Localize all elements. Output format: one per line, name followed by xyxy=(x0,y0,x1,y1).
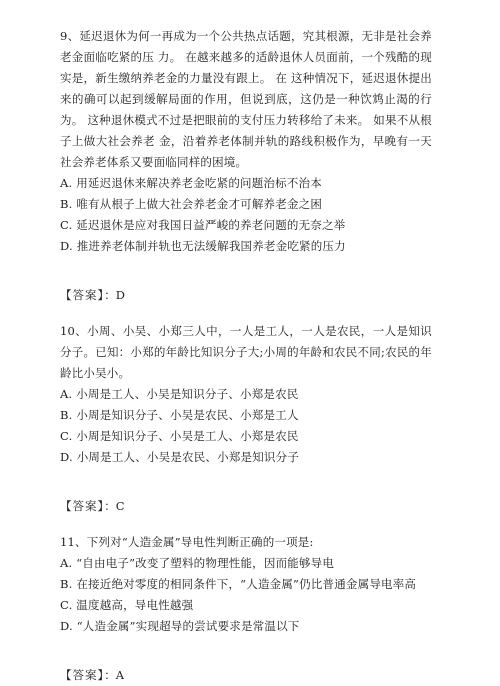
document-page xyxy=(60,26,432,686)
answer-line xyxy=(60,496,432,517)
spacer xyxy=(60,306,432,321)
option-d: D. 小周是工人、小吴是农民、小郑是知识分子 xyxy=(60,450,300,464)
question-stem: 9、延迟退休为何一再成为一个公共热点话题，究其根源，无非是社会养老金面临吃紧的压 力。 在越来越多的适龄退休人员面前，一个残酷的现实是，新生缴纳养老金的力量没有跟上。 在 这种情况下，延迟退休提出来的确可以起到缓解局面的作用，但说到底，这仍是一种饮鸩止渴的行为。 这种退休模式不过是把眼前的支付压力转移给了未来。 如果不从根子上做大社会养老 金，沿着养老体制并轨的路线积极作为，早晚有一天社会养老体系又要面临同样的困境。 xyxy=(60,29,432,169)
answer-label: 【答案】 xyxy=(60,288,105,302)
answer-label: 【答案】 xyxy=(60,668,105,682)
question-stem: 10、小周、小吴、小郑三人中，一人是工人，一人是农民，一人是知识分子。已知：小郑的年龄比知识分子大;小周的年龄和农民不同;农民的年龄比小吴小。 xyxy=(60,324,432,380)
option-a: A. “自由电子”改变了塑料的物理性能，因而能够导电 xyxy=(60,556,335,570)
option-d: D. 推进养老体制并轨也无法缓解我国养老金吃紧的压力 xyxy=(60,239,346,253)
option-c: C. 小周是知识分子、小吴是工人、小郑是农民 xyxy=(60,429,299,443)
option-b: B. 在接近绝对零度的相同条件下，“人造金属”仍比普通金属导电率高 xyxy=(60,577,417,591)
spacer xyxy=(60,468,432,496)
option-b: B. 小周是知识分子、小吴是农民、小郑是工人 xyxy=(60,408,299,422)
answer-line xyxy=(60,285,432,306)
answer-label: 【答案】 xyxy=(60,499,105,513)
answer-line xyxy=(60,665,432,686)
answer-value: ：D xyxy=(104,288,125,302)
option-b: B. 唯有从根子上做大社会养老金才可解养老金之困 xyxy=(60,197,323,211)
answer-value: ：C xyxy=(104,499,125,513)
spacer xyxy=(60,637,432,665)
option-c: C. 延迟退休是应对我国日益严峻的养老问题的无奈之举 xyxy=(60,218,346,232)
option-d: D. “人造金属”实现超导的尝试要求是常温以下 xyxy=(60,619,300,633)
option-c: C. 温度越高，导电性越强 xyxy=(60,598,194,612)
question-stem: 11、下列对“人造金属”导电性判断正确的一项是: xyxy=(60,535,314,549)
option-a: A. 小周是工人、小吴是知识分子、小郑是农民 xyxy=(60,387,299,401)
spacer xyxy=(60,517,432,532)
option-a: A. 用延迟退休来解决养老金吃紧的问题治标不治本 xyxy=(60,176,322,190)
answer-value: ：A xyxy=(104,668,125,682)
spacer xyxy=(60,257,432,285)
